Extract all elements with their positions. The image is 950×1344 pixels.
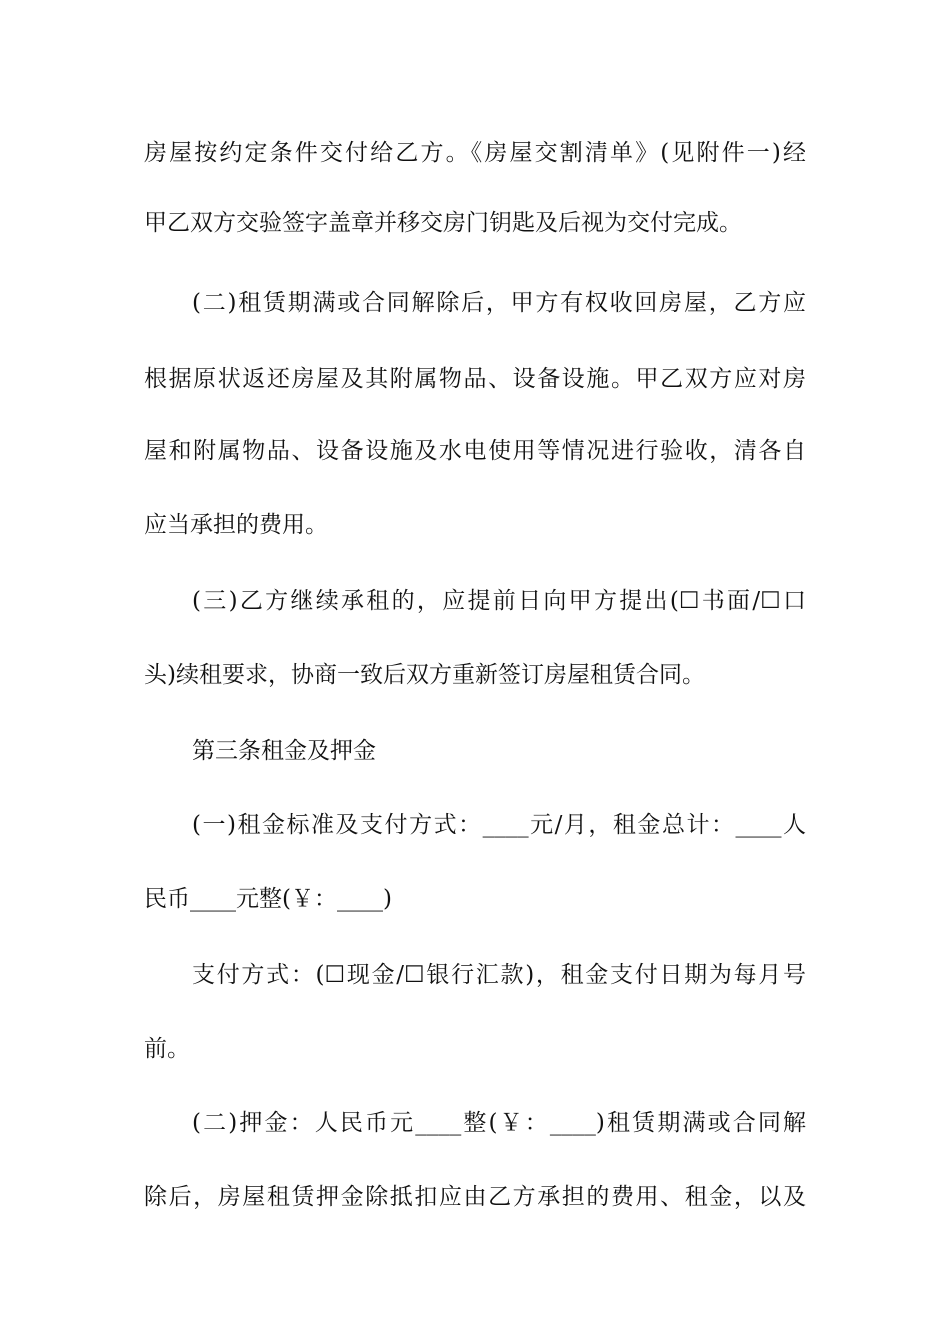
text-line: 房屋按约定条件交付给乙方。《房屋交割清单》(见附件一)经 <box>144 140 806 166</box>
text-line: (一)租金标准及支付方式：____元/月，租金总计：____人 <box>192 812 806 838</box>
text-line: (二)押金：人民币元____整(￥：____)租赁期满或合同解 <box>192 1110 806 1136</box>
text-line: 民币____元整(￥：____) <box>144 886 392 912</box>
text-line: 支付方式：(☐现金/☐银行汇款)，租金支付日期为每月号 <box>192 962 806 988</box>
text-line: 甲乙双方交验签字盖章并移交房门钥匙及后视为交付完成。 <box>144 210 742 236</box>
text-line: 根据原状返还房屋及其附属物品、设备设施。甲乙双方应对房 <box>144 366 806 392</box>
section-heading: 第三条租金及押金 <box>192 738 376 764</box>
text-line: 前。 <box>144 1036 190 1062</box>
text-line: (三)乙方继续承租的，应提前日向甲方提出(☐书面/☐口 <box>192 588 806 614</box>
text-line: 除后，房屋租赁押金除抵扣应由乙方承担的费用、租金，以及 <box>144 1184 806 1210</box>
text-line: 屋和附属物品、设备设施及水电使用等情况进行验收，清各自 <box>144 438 806 464</box>
text-line: 应当承担的费用。 <box>144 512 328 538</box>
text-line: 头)续租要求，协商一致后双方重新签订房屋租赁合同。 <box>144 662 705 688</box>
text-line: (二)租赁期满或合同解除后，甲方有权收回房屋，乙方应 <box>192 290 806 316</box>
